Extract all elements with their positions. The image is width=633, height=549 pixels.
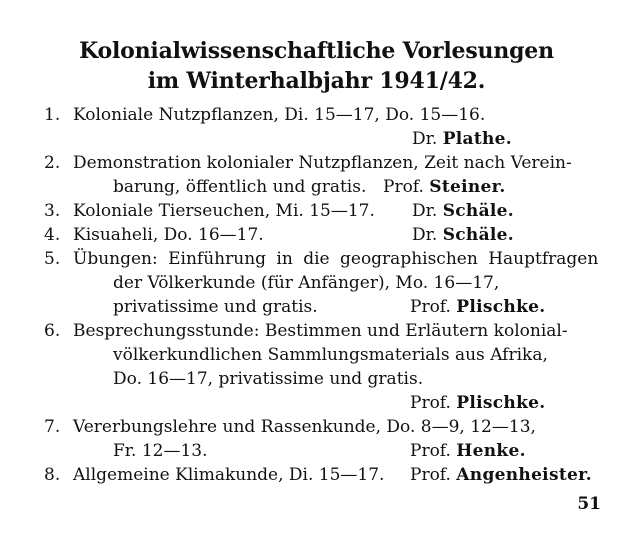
lecturer (412, 127, 512, 151)
entry-number: 4. (44, 225, 61, 245)
entry-number: 1. (44, 105, 61, 125)
lecturer-name: Plischke. (456, 297, 546, 317)
lecturer (412, 199, 514, 223)
entry-text-line: Kisuaheli, Do. 16—17. (73, 225, 264, 245)
lecturer (410, 463, 592, 487)
lecturer-title: Dr. (412, 129, 438, 149)
lecturer-name: Angenheister. (456, 465, 592, 485)
lecturer-title: Prof. (410, 441, 451, 461)
entry-text-line: Allgemeine Klimakunde, Di. 15—17. (73, 465, 385, 485)
lecturer (383, 175, 506, 199)
lecturer-name: Schäle. (442, 201, 514, 221)
entry-number: 2. (44, 153, 61, 173)
lecturer (410, 295, 546, 319)
lecturer-name: Plischke. (456, 393, 546, 413)
entry-number: 6. (44, 321, 61, 341)
lecturer (410, 439, 526, 463)
lecturer-name: Schäle. (442, 225, 514, 245)
entry-text-line: der Völkerkunde (für Anfänger), Mo. 16—17, (113, 273, 500, 293)
entry-number: 5. (44, 249, 61, 269)
title-line-1: Kolonialwissenschaftliche Vorlesungen (79, 38, 554, 64)
lecturer-name: Henke. (456, 441, 526, 461)
entry-text-line: völkerkundlichen Sammlungsmaterials aus Afrika, (113, 345, 548, 365)
page-number: 51 (577, 494, 601, 514)
entry-text-line: Do. 16—17, privatissime und gratis. (113, 369, 424, 389)
entry-text-line: Übungen: Einführung in die geographischen Hauptfragen (73, 249, 599, 269)
lecturer-title: Dr. (412, 225, 438, 245)
entry-text-line: Demonstration kolonialer Nutzpflanzen, Zeit nach Verein- (73, 153, 572, 173)
entry-text-line: privatissime und gratis. (113, 297, 318, 317)
entry-text-line: barung, öffentlich und gratis. (113, 177, 367, 197)
entry-text-line: Vererbungslehre und Rassenkunde, Do. 8—9, 12—13, (73, 417, 536, 437)
lecturer (410, 391, 546, 415)
entry-number: 3. (44, 201, 61, 221)
title-line-2: im Winterhalbjahr 1941/42. (147, 68, 486, 94)
entry-number: 7. (44, 417, 61, 437)
lecturer-title: Prof. (410, 393, 451, 413)
lecturer-title: Dr. (412, 201, 438, 221)
entry-text-line: Besprechungsstunde: Bestimmen und Erläutern kolonial- (73, 321, 568, 341)
entry-number: 8. (44, 465, 61, 485)
lecturer-title: Prof. (383, 177, 424, 197)
lecturer-name: Steiner. (429, 177, 506, 197)
entry-text-line: Koloniale Tierseuchen, Mi. 15—17. (73, 201, 375, 221)
lecturer-name: Plathe. (442, 129, 513, 149)
lecturer-title: Prof. (410, 297, 451, 317)
lecturer (412, 223, 514, 247)
entry-text-line: Koloniale Nutzpflanzen, Di. 15—17, Do. 15—16. (73, 105, 486, 125)
lecturer-title: Prof. (410, 465, 451, 485)
entry-text-line: Fr. 12—13. (113, 441, 208, 461)
